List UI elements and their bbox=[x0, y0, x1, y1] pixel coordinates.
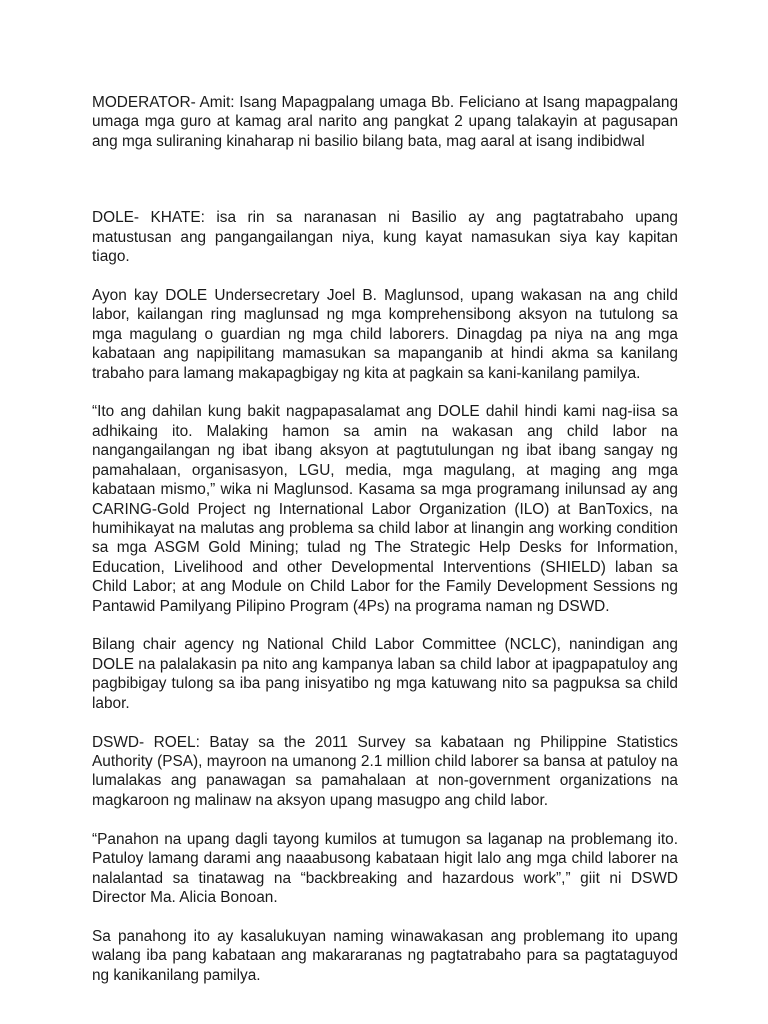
moderator-paragraph: MODERATOR- Amit: Isang Mapagpalang umaga Bb. Feliciano at Isang mapagpalang umaga mga guro at kamag aral narito ang pangkat 2 upang talakayin at pagusapan ang mga suliraning kinaharap ni basilio bilang bata, mag aaral at isang indibidwal bbox=[92, 94, 678, 150]
closing-paragraph: Sa panahong ito ay kasalukuyan naming winawakasan ang problemang ito upang walang iba pang kabataan ang makararanas ng pagtatrabaho para sa pagtataguyod ng kanikanilang pamilya. bbox=[92, 927, 678, 984]
bonoan-quote-paragraph: “Panahon na upang dagli tayong kumilos at tumugon sa laganap na problemang ito. Patuloy lamang darami ang naaabusong kabataan higit lalo ang mga child laborer na nalalantad sa tinatawag na “backbreaking and hazardous work”,” giit ni DSWD Director Ma. Alicia Bonoan. bbox=[92, 830, 678, 906]
spacer bbox=[92, 383, 678, 403]
dole-quote-paragraph: “Ito ang dahilan kung bakit nagpapasalamat ang DOLE dahil hindi kami nag-iisa sa adhikaing ito. Malaking hamon sa amin na wakasan ang child labor na nangangailangan ng ibat ibang aksyon at pagtutulungan ng ibat ibang sangay ng pamahalaan, organisasyon, LGU, media, mga magulang, at maging ang mga kabataan mismo,” wika ni Maglunsod. Kasama sa mga programang inilunsad ay ang CARING-Gold Project ng International Labor Organization (ILO) at BanToxics, na humihikayat na malutas ang problema sa child labor at linangin ang working condition sa mga ASGM Gold Mining; tulad ng The Strategic Help Desks for Information, Education, Livelihood and other Developmental Interventions (SHIELD) laban sa Child Labor; at ang Module on Child Labor for the Family Development Sessions ng Pantawid Pamilyang Pilipino Program (4Ps) na programa naman ng DSWD. bbox=[92, 403, 678, 615]
spacer bbox=[92, 907, 678, 927]
maglunsod-paragraph: Ayon kay DOLE Undersecretary Joel B. Maglunsod, upang wakasan na ang child labor, kailangan ring maglunsad ng mga komprehensibong aksyon na tutulong sa mga magulang o guardian ng mga child laborers. Dinagdag pa niya na ang mga kabataan ang napipilitang mamasukan sa mapanganib at hindi akma sa kanilang trabaho para lamang makapagbigay ng kita at pagkain sa kani-kanilang pamilya. bbox=[92, 286, 678, 382]
dole-khate-paragraph: DOLE- KHATE: isa rin sa naranasan ni Basilio ay ang pagtatrabaho upang matustusan ang pangangailangan niya, kung kayat namasukan siya kay kapitan tiago. bbox=[92, 209, 678, 266]
spacer bbox=[92, 266, 678, 286]
document-body bbox=[92, 93, 678, 985]
dswd-roel-paragraph: DSWD- ROEL: Batay sa the 2011 Survey sa kabataan ng Philippine Statistics Authority (PSA), mayroon na umanong 2.1 million child laborer sa bansa at patuloy na lumalakas ang panawagan sa pamahalaan at non-government organizations na magkaroon ng malinaw na aksyon upang masugpo ang child labor. bbox=[92, 733, 678, 809]
nclc-paragraph: Bilang chair agency ng National Child Labor Committee (NCLC), nanindigan ang DOLE na palalakasin pa nito ang kampanya laban sa child labor at ipagpapatuloy ang pagbibigay tulong sa iba pang inisyatibo ng mga katuwang nito sa pagpuksa sa child labor. bbox=[92, 636, 678, 712]
spacer bbox=[92, 810, 678, 830]
spacer bbox=[92, 616, 678, 636]
spacer bbox=[92, 713, 678, 733]
spacer bbox=[92, 151, 678, 208]
